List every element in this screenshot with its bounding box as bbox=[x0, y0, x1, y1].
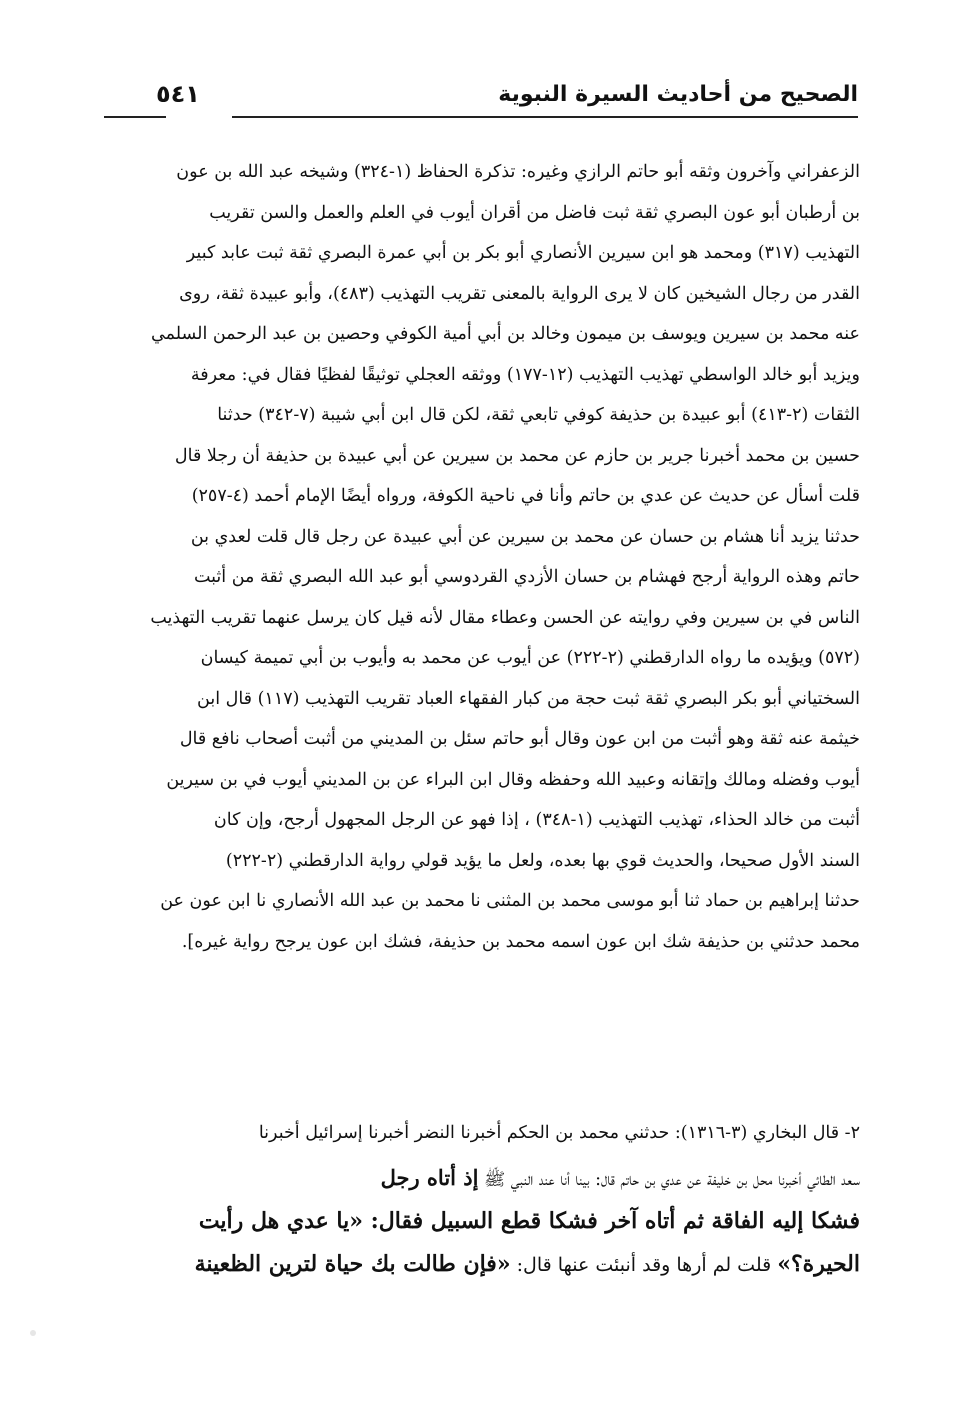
hadith-line bbox=[104, 1156, 860, 1200]
footnote-line: الناس في بن سيرين وفي روايته عن الحسن وعطاء مقال لأنه قيل كان يرسل عنهما تقريب التهذيب bbox=[150, 607, 860, 628]
footnote-line: عنه محمد بن سيرين ويوسف بن ميمون وخالد بن أبي أمية الكوفي وحصين بن عبد الرحمن السلمي bbox=[151, 324, 860, 344]
header-rule bbox=[232, 116, 858, 118]
hadith-line bbox=[104, 1243, 860, 1286]
footnote-line: الثقات (٢-٤١٣) أبو عبيدة بن حذيفة كوفي تابعي ثقة، لكن قال ابن أبي شيبة (٧-٣٤٢) حدثنا bbox=[217, 405, 860, 425]
footnote-line: حاتم وهذه الرواية أرجح فهشام بن حسان الأزدي القردوسي أبو عبد الله البصري ثقة من أثبت bbox=[193, 567, 860, 587]
footnote-line: حدثنا إبراهيم بن حماد ثنا أبو موسى محمد بن المثنى نا محمد بن عبد الله الأنصاري نا ابن عون عن bbox=[160, 891, 860, 911]
header-rule-short bbox=[104, 116, 166, 118]
footnote-line: (٥٧٢) ويؤيده ما رواه الدارقطني (٢-٢٢٢) عن أيوب عن محمد به وأيوب بن أبي تميمة كيسان bbox=[200, 648, 860, 668]
hadith-text-bold: إذ أتاه رجل bbox=[380, 1165, 479, 1190]
hadith-quote: الحيرة؟» bbox=[777, 1251, 860, 1277]
footnote-line: أثبت من خالد الحذاء، تهذيب التهذيب (١-٣٤٨) ، إذا فهو عن الرجل المجهول أرجح، وإن كان bbox=[213, 810, 860, 830]
hadith-text-plain: قلت لم أرها وقد أنبئت عنها قال: bbox=[510, 1254, 778, 1276]
footnote-line: التهذيب (٣١٧) ومحمد هو ابن سيرين الأنصاري أبو بكر بن أبي عمرة البصري ثقة ثبت عابد كبير bbox=[186, 243, 860, 263]
footnote-line: أيوب وفضله ومالك وإتقانه وعبيد الله وحفظه وقال ابن البراء عن بن المديني أيوب في بن سيرين bbox=[166, 769, 860, 790]
footnote-line: قلت أسأل عن حديث عن عدي بن حاتم وأنا في ناحية الكوفة، ورواه أيضًا الإمام أحمد (٤-٢٥٧) bbox=[191, 486, 860, 506]
hadith-text-plain: فشكا إليه الفاقة ثم أتاه آخر فشكا قطع السبيل فقال: bbox=[363, 1208, 860, 1234]
footnote-line: السند الأول صحيحا، والحديث قوي بها بعده، ولعل ما يؤيد قولي رواية الدارقطني (٢-٢٢٢) bbox=[225, 850, 860, 871]
page-number: ٥٤١ bbox=[156, 80, 200, 108]
hadith-line bbox=[104, 1200, 860, 1243]
footnote-line: بن أرطبان أبو عون البصري ثقة ثبت فاضل من أقران أيوب في العلم والعمل والسن تقريب bbox=[209, 202, 860, 223]
footnote-line: ويزيد أبو خالد الواسطي تهذيب التهذيب (١٢-١٧٧) ووثقه العجلي توثيقًا لفظيًا فقال في: معرفة bbox=[190, 364, 860, 385]
scan-speck bbox=[30, 1330, 36, 1336]
footnote-line: الزعفراني وآخرون وثقه أبو حاتم الرازي وغيره: تذكرة الحفاظ (١-٣٢٤) وشيخه عبد الله بن عون bbox=[176, 162, 860, 182]
hadith-text bbox=[104, 1112, 860, 1286]
hadith-line: ٢- قال البخاري (٣-١٣١٦): حدثني محمد بن الحكم أخبرنا النضر أخبرنا إسرائيل أخبرنا bbox=[258, 1123, 860, 1143]
hadith-quote: «يا عدي هل رأيت bbox=[198, 1208, 364, 1234]
page-header bbox=[104, 78, 858, 118]
book-title: الصحيح من أحاديث السيرة النبوية bbox=[498, 82, 858, 107]
footnote-line: السختياني أبو بكر البصري ثقة ثبت حجة من كبار الفقهاء العباد تقريب التهذيب (١١٧) قال ابن bbox=[197, 688, 860, 709]
footnote-line: حدثنا يزيد أنا هشام بن حسان عن محمد بن سيرين عن أبي عبيدة عن رجل قال قلت لعدي بن bbox=[190, 526, 860, 547]
footnote-line: حسين بن محمد أخبرنا جرير بن حازم عن محمد بن سيرين عن أبي عبيدة بن حذيفة أن رجلا قال bbox=[174, 445, 860, 466]
hadith-quote: «فإن طالت بك حياة لترين الظعينة bbox=[194, 1251, 511, 1277]
footnote-line: القدر من رجال الشيخين كان لا يرى الرواية بالمعنى تقريب التهذيب (٤٨٣)، وأبو عبيدة ثقة، روى bbox=[179, 283, 860, 304]
footnote-line: خيثمة عنه ثقة وهو أثبت من ابن عون وقال أبو حاتم سئل بن المديني من أثبت أصحاب نافع قال bbox=[179, 729, 860, 749]
footnote-block bbox=[104, 152, 860, 962]
hadith-text-plain: سعد الطائي أخبرنا محل بن خليفة عن عدي بن حاتم قال: بينا أنا عند النبي ﷺ bbox=[478, 1170, 860, 1190]
footnote-line: محمد حدثني بن حذيفة شك ابن عون اسمه محمد بن حذيفة، فشك ابن عون يرجح رواية غيره]. bbox=[181, 931, 860, 952]
